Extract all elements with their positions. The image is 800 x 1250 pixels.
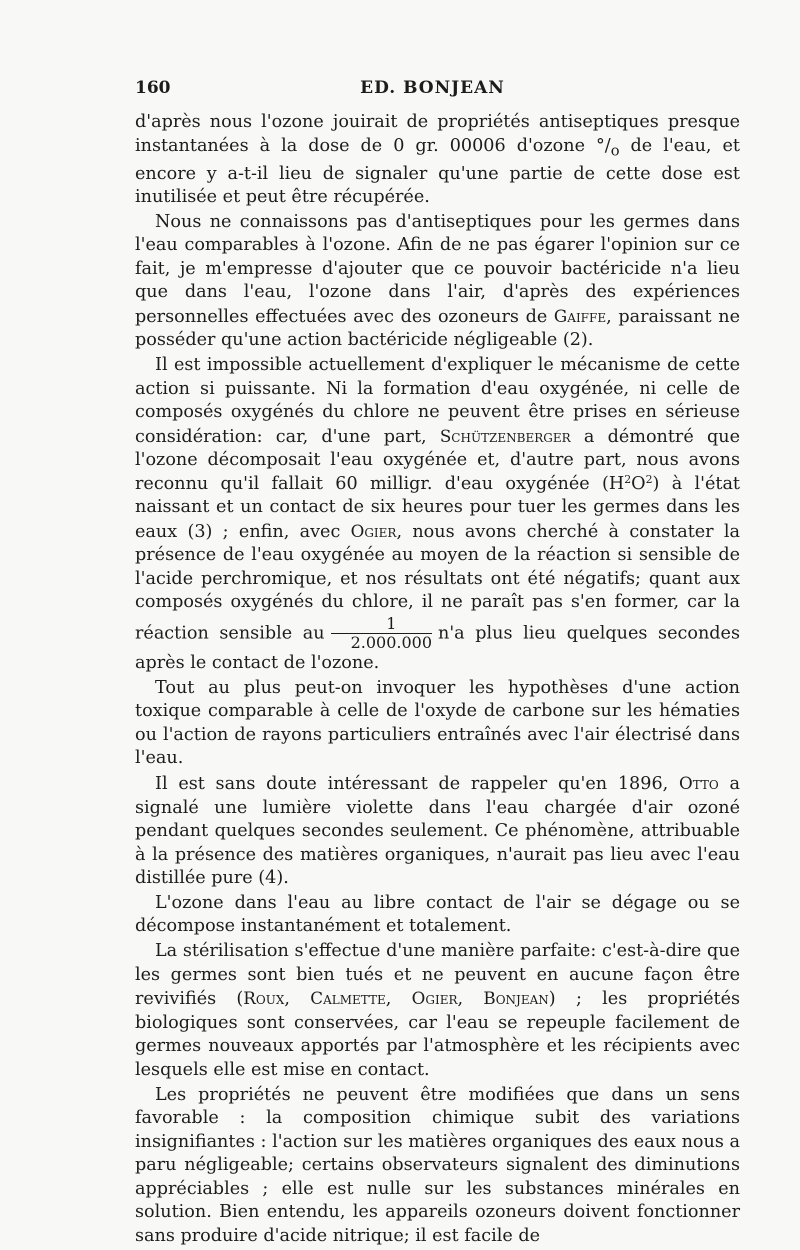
- text-run: La stérilisation s'effectue d'une manière parfaite: c'est-à-dire que les germes sont bien tués et ne peuvent en aucune façon être revivifiés (: [135, 941, 740, 1010]
- text-run: Il est impossible actuellement d'expliquer le mécanisme de cette action si puissante. Ni la formation d'eau oxygénée, ni celle de composés oxygénés du chlore ne peuvent être prises en sérieuse considération: car, d'une part,: [135, 355, 740, 447]
- author-name: Schützenberger: [439, 425, 571, 446]
- text-run: ) ; les propriétés biologiques sont conservées, car l'eau se repeuple facilement de germes nouveaux apportés par l'atmosphère et les récipients avec lesquels elle est mise en contact.: [135, 989, 741, 1080]
- subscript: o: [610, 142, 620, 160]
- text-run: ) à l'état naissant et un contact de six heures pour tuer les germes dans les eaux (3) ; enfin, avec: [135, 473, 740, 542]
- separator: ,: [457, 989, 484, 1010]
- text-run: Nous ne connaissons pas d'antiseptiques pour les germes dans l'eau comparables à l'ozone. Afin de ne pas égarer l'opinion sur ce fait, je m'empresse d'ajouter que ce pouvoir bactéricide n'a lieu que dans l'eau, l'ozone dans l'air, d'après des expériences personnelles effectuées avec des ozoneurs de: [135, 211, 740, 327]
- body-text: [135, 111, 740, 1250]
- page-header: [125, 78, 740, 102]
- paragraph-6: L'ozone dans l'eau au libre contact de l'air se dégage ou se décompose instantanément et totalement.: [135, 892, 740, 937]
- fraction-numerator: 1: [331, 615, 432, 634]
- author-name: Roux: [243, 988, 285, 1009]
- superscript: 2: [624, 472, 632, 486]
- text-run: n'a plus lieu quelques secondes après le contact de l'ozone.: [135, 623, 740, 673]
- paragraph-4: Tout au plus peut-on invoquer les hypothèses d'une action toxique comparable à celle de l'oxyde de carbone sur les hématies ou l'action de rayons particuliers entraînés avec l'air électrisé dans l'eau.: [135, 677, 740, 769]
- superscript: 2: [645, 472, 653, 486]
- text-run: de l'eau, et encore y a-t-il lieu de signaler qu'une partie de cette dose est inutilisée et peut être récupérée.: [135, 135, 740, 208]
- text-run: d'après nous l'ozone jouirait de propriétés antiseptiques presque instantanées à la dose de 0 gr. 00006 d'ozone °/: [135, 112, 740, 156]
- author-name: Bonjean: [483, 988, 549, 1009]
- separator: ,: [385, 989, 412, 1010]
- paragraph-2: [135, 211, 740, 353]
- author-name: Ogier: [411, 988, 458, 1009]
- author-name: Ogier: [350, 520, 397, 541]
- paragraph-5: [135, 772, 740, 891]
- paragraph-3: [135, 354, 740, 675]
- running-head: ED. BONJEAN: [360, 78, 505, 98]
- text-run: a signalé une lumière violette dans l'eau chargée d'air ozoné pendant quelques secondes seulement. Ce phénomène, attribuable à la présence des matières organiques, n'aurait pas lieu avec l'eau distillée pure (4).: [135, 774, 740, 889]
- paragraph-7: [135, 940, 740, 1082]
- paragraph-1: [135, 111, 740, 210]
- fraction-denominator: 2.000.000: [350, 632, 433, 652]
- text-run: O: [631, 473, 646, 494]
- text-run: , nous avons cherché à constater la présence de l'eau oxygénée au moyen de la réaction si sensible de l'acide perchromique, et nos résultats ont été négatifs; quant aux composés oxygénés du chlore, il ne paraît pas s'en former, car la réaction sensible au: [135, 521, 741, 644]
- fraction: [331, 615, 432, 652]
- paragraph-8: Les propriétés ne peuvent être modifiées que dans un sens favorable : la composition chimique subit des variations insignifiantes : l'action sur les matières organiques des eaux nous a paru négligeable; certains observateurs signalent des diminutions appréciables ; elle est nulle sur les substances minérales en solution. Bien entendu, les appareils ozoneurs doivent fonctionner sans produire d'acide nitrique; il est facile de: [135, 1084, 740, 1246]
- text-run: Il est sans doute intéressant de rappeler qu'en 1896,: [155, 774, 679, 795]
- author-name: Gaiffe: [553, 305, 607, 326]
- author-name: Otto: [678, 773, 719, 794]
- text-run: a démontré que l'ozone décomposait l'eau oxygénée et, d'autre part, nous avons reconnu qu'il fallait 60 milligr. d'eau oxygénée (H: [135, 426, 740, 494]
- text-run: , paraissant ne posséder qu'une action bactéricide négligeable (2).: [135, 306, 740, 351]
- separator: ,: [284, 989, 311, 1010]
- page-number: 160: [135, 78, 171, 98]
- author-name: Calmette: [310, 988, 386, 1009]
